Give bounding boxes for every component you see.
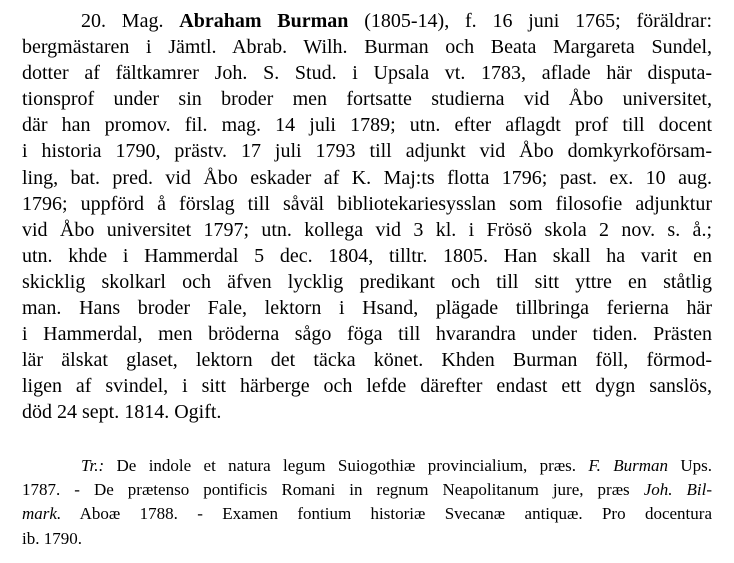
- entry-title-prefix: Mag.: [121, 10, 164, 32]
- entry-line-6: i historia 1790, prästv. 17 juli 1793 till adjunkt vid Åbo domkyrkoförsam-: [22, 140, 712, 163]
- reference-1-place: Ups.: [667, 456, 712, 475]
- reference-1-text: De indole et natura legum Suiogothiæ provincialium, præs.: [104, 456, 589, 475]
- reference-line-2: [22, 478, 712, 502]
- reference-line-4: ib. 1790.: [22, 528, 82, 548]
- reference-1-praeses: F. Burman: [588, 456, 668, 475]
- entry-number: 20.: [81, 10, 106, 32]
- entry-line-1: [22, 8, 712, 34]
- entry-line-5: där han promov. fil. mag. 14 juli 1789; utn. efter aflagdt prof till docent: [22, 114, 712, 137]
- entry-line-2: bergmästaren i Jämtl. Abrab. Wilh. Burman och Beata Margareta Sundel,: [22, 36, 712, 59]
- references-block: [22, 454, 712, 551]
- reference-2-text: 1787. - De prætenso pontificis Romani in regnum Neapolitanum jure, præs: [22, 480, 644, 500]
- entry-line-10: utn. khde i Hammerdal 5 dec. 1804, tilltr. 1805. Han skall ha varit en: [22, 244, 712, 267]
- entry-line-7: ling, bat. pred. vid Åbo eskader af K. Maj:ts flotta 1796; past. ex. 10 aug.: [22, 166, 712, 189]
- reference-3-text: Aboæ 1788. - Examen fontium historiæ Svecanæ antiquæ. Pro docentura: [61, 504, 712, 524]
- entry-line-11: skicklig skolkarl och äfven lycklig predikant och till sitt yttre en ståtlig: [22, 270, 712, 293]
- entry-line-13: i Hammerdal, men bröderna sågo föga till hvarandra under tiden. Prästen: [22, 323, 712, 346]
- entry-line-1-rest: (1805-14), f. 16 juni 1765; föräldrar:: [348, 10, 713, 32]
- reference-2-praeses-end: mark.: [22, 504, 62, 524]
- entry-line-9: vid Åbo universitet 1797; utn. kollega vid 3 kl. i Frösö skola 2 nov. s. å.;: [22, 218, 712, 241]
- reference-line-3: [22, 502, 712, 526]
- entry-line-8: 1796; uppförd å förslag till såväl bibliotekariesysslan som filosofie adjunktur: [22, 192, 712, 215]
- entry-line-15: ligen af svindel, i sitt härberge och lefde därefter endast ett dygn sanslös,: [22, 375, 712, 398]
- entry-line-4: tionsprof under sin broder men fortsatte studierna vid Åbo universitet,: [22, 88, 712, 111]
- biography-entry: [22, 8, 712, 426]
- entry-line-16: död 24 sept. 1814. Ogift.: [22, 401, 222, 424]
- reference-line-1: [22, 454, 712, 478]
- entry-line-3: dotter af fältkamrer Joh. S. Stud. i Upsala vt. 1783, aflade här disputa-: [22, 62, 712, 85]
- entry-line-12: man. Hans broder Fale, lektorn i Hsand, plägade tillbringa ferierna här: [22, 297, 712, 320]
- entry-person-name: Abraham Burman: [179, 10, 349, 32]
- reference-2-praeses: Joh. Bil-: [643, 480, 712, 500]
- references-label: Tr.:: [81, 456, 105, 475]
- entry-line-14: lär älskat glaset, lektorn det täcka könet. Khden Burman föll, förmod-: [22, 349, 712, 372]
